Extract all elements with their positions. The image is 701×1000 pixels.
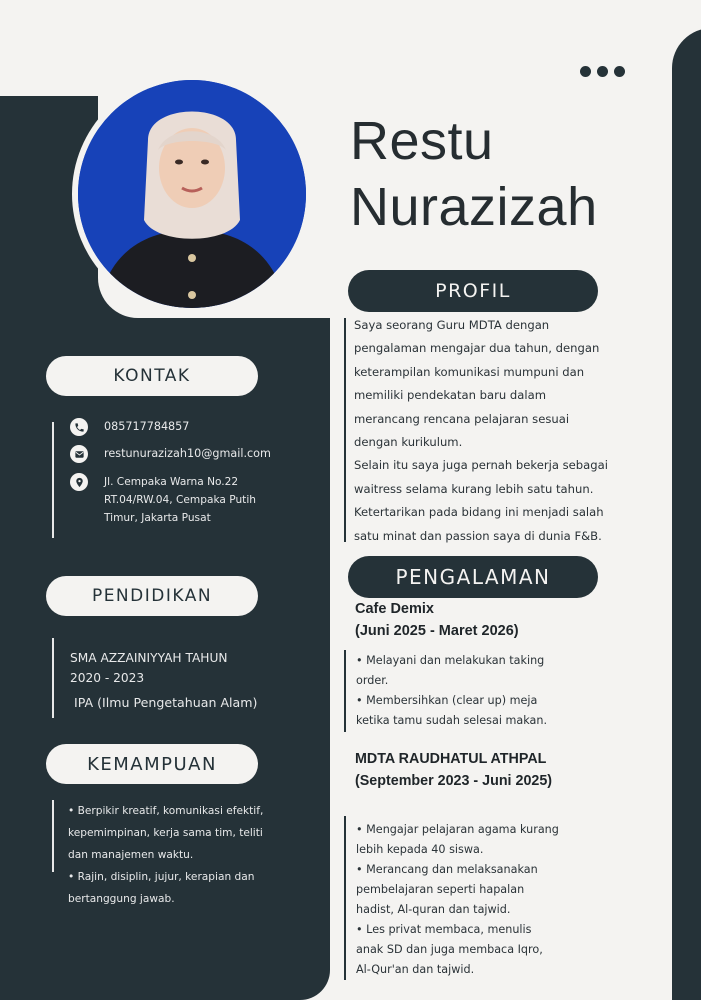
school-name: SMA AZZAINIYYAH TAHUN 2020 - 2023 bbox=[70, 651, 228, 685]
person-name: Restu Nurazizah bbox=[350, 111, 598, 237]
experience-divider bbox=[344, 650, 346, 732]
pendidikan-divider bbox=[52, 638, 54, 718]
more-dots-icon[interactable] bbox=[580, 66, 625, 77]
job-title: MDTA RAUDHATUL ATHPAL (September 2023 - Juni 2025) bbox=[355, 751, 553, 789]
contact-address bbox=[70, 473, 256, 527]
contact-phone[interactable] bbox=[70, 418, 189, 436]
phone-number: 085717784857 bbox=[104, 420, 190, 433]
section-profil-header: PROFIL bbox=[348, 270, 598, 312]
email-icon bbox=[70, 445, 88, 463]
job-title: Cafe Demix (Juni 2025 - Maret 2026) bbox=[355, 601, 519, 639]
phone-icon bbox=[70, 418, 88, 436]
portrait-illustration bbox=[78, 80, 306, 308]
kemampuan-divider bbox=[52, 800, 54, 872]
address-text: Jl. Cempaka Warna No.22 RT.04/RW.04, Cempaka Putih Timur, Jakarta Pusat bbox=[104, 476, 256, 524]
experience-divider bbox=[344, 816, 346, 980]
section-kontak-header: KONTAK bbox=[46, 356, 258, 396]
section-kemampuan-header: KEMAMPUAN bbox=[46, 744, 258, 784]
job-duties: • Melayani dan melakukan taking order. • Membersihkan (clear up) meja ketika tamu sudah selesai makan. bbox=[356, 654, 548, 727]
profile-photo bbox=[72, 74, 312, 314]
education-major: IPA (Ilmu Pengetahuan Alam) bbox=[74, 695, 258, 710]
profil-divider bbox=[344, 318, 346, 542]
profil-text: Saya seorang Guru MDTA dengan pengalaman mengajar dua tahun, dengan keterampilan komunikasi mumpuni dan memiliki pendekatan baru dalam merancang rencana pelajaran sesuai dengan kurikulum. Selain itu saya juga pernah bekerja sebagai waitress selama kurang lebih satu tahun. Ketertarikan pada bidang ini menjadi salah satu minat dan passion saya di dunia F&B. bbox=[354, 318, 608, 543]
contact-email[interactable] bbox=[70, 445, 271, 463]
section-pendidikan-header: PENDIDIKAN bbox=[46, 576, 258, 616]
right-decor-strip bbox=[672, 28, 701, 1000]
email-address: restunurazizah10@gmail.com bbox=[104, 447, 271, 460]
job-duties: • Mengajar pelajaran agama kurang lebih kepada 40 siswa. • Merancang dan melaksanakan pembelajaran seperti hapalan hadist, Al-quran dan tajwid. • Les privat membaca, menulis anak SD dan juga membaca Iqro, Al-Qur'an dan tajwid. bbox=[356, 823, 559, 976]
section-pengalaman-header: PENGALAMAN bbox=[348, 556, 598, 598]
skills-list: • Berpikir kreatif, komunikasi efektif, kepemimpinan, kerja sama tim, teliti dan manajemen waktu. • Rajin, disiplin, jujur, kerapian dan bertanggung jawab. bbox=[68, 805, 264, 905]
kontak-divider bbox=[52, 422, 54, 538]
location-icon bbox=[70, 473, 88, 491]
